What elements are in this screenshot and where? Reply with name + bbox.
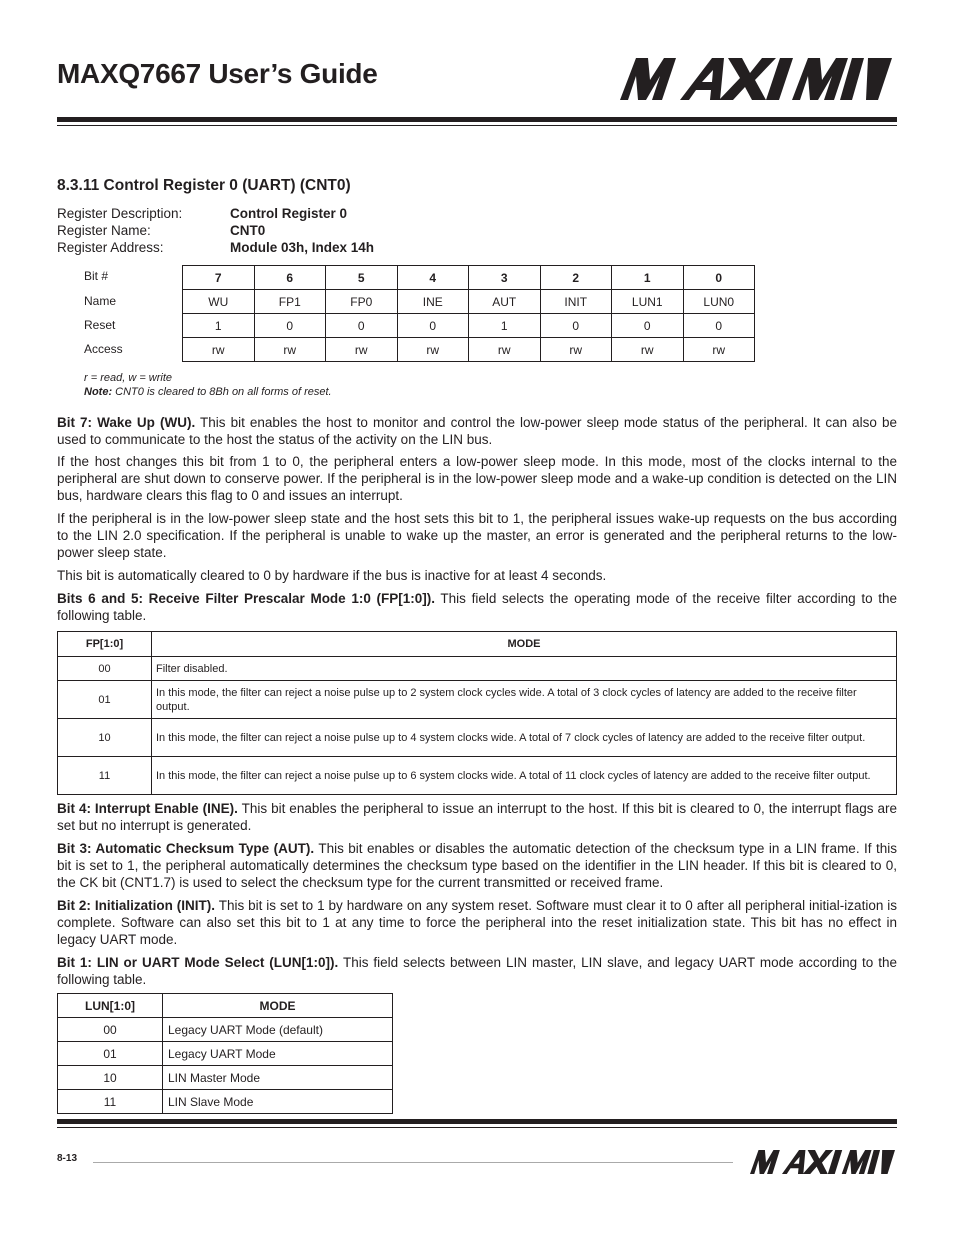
- table-header-row: [58, 994, 393, 1018]
- note-label: Note:: [84, 386, 113, 398]
- paragraph-text: This field selects between LIN master, LIN slave, and legacy UART mode according to the following table.: [57, 955, 897, 987]
- name-cell: FP1: [254, 290, 326, 314]
- register-info: [57, 205, 374, 256]
- bit-reset-row: [183, 314, 755, 338]
- access-cell: rw: [540, 338, 612, 362]
- mode-code: 11: [58, 1090, 163, 1114]
- table-row: [58, 1018, 393, 1042]
- mode-description: Legacy UART Mode: [163, 1042, 393, 1066]
- reset-cell: 0: [397, 314, 469, 338]
- bit-cell: 5: [326, 266, 398, 290]
- access-cell: rw: [254, 338, 326, 362]
- paragraph-title: Bit 4: Interrupt Enable (INE).: [57, 801, 238, 816]
- bit-cell: 3: [469, 266, 541, 290]
- table-row: [58, 757, 897, 795]
- paragraph-init: [57, 897, 897, 948]
- fp-mode-table: [57, 631, 897, 795]
- column-header: MODE: [163, 994, 393, 1018]
- mode-code: 00: [58, 1018, 163, 1042]
- access-cell: rw: [612, 338, 684, 362]
- access-cell: rw: [183, 338, 255, 362]
- maxim-logo: [620, 58, 892, 100]
- table-row: [58, 1090, 393, 1114]
- name-cell: INIT: [540, 290, 612, 314]
- bit-cell: 7: [183, 266, 255, 290]
- register-value: Control Register 0: [230, 206, 348, 221]
- table-row: [58, 1042, 393, 1066]
- register-label: Register Address:: [57, 240, 164, 255]
- mode-description: Filter disabled.: [152, 657, 897, 681]
- paragraph-title: Bit 7: Wake Up (WU).: [57, 415, 196, 430]
- reset-cell: 0: [254, 314, 326, 338]
- paragraph-fp: [57, 590, 897, 624]
- bit-cell: 6: [254, 266, 326, 290]
- mode-description: In this mode, the filter can reject a noise pulse up to 2 system clock cycles wide. A total of 3 clock cycles of latency are added to the receive filter output.: [152, 681, 897, 719]
- paragraph-title: Bit 2: Initialization (INIT).: [57, 898, 216, 913]
- bit-cell: 1: [612, 266, 684, 290]
- bit-access-row: [183, 338, 755, 362]
- bit-table-row-labels: [84, 265, 182, 361]
- register-name-row: [57, 222, 374, 239]
- paragraph-wu-4: This bit is automatically cleared to 0 by hardware if the bus is inactive for at least 4 seconds.: [57, 568, 607, 583]
- bit-cell: 4: [397, 266, 469, 290]
- table-row: [58, 719, 897, 757]
- mode-description: In this mode, the filter can reject a noise pulse up to 6 system clocks wide. A total of 11 clock cycles of latency are added to the receive filter output.: [152, 757, 897, 795]
- document-title: MAXQ7667 User’s Guide: [57, 58, 378, 89]
- table-row: [58, 681, 897, 719]
- paragraph-title: Bits 6 and 5: Receive Filter Prescalar Mode 1:0 (FP[1:0]).: [57, 591, 436, 606]
- column-header: MODE: [152, 632, 897, 657]
- row-label-access: Access: [84, 342, 123, 356]
- access-legend-note: r = read, w = write: [84, 372, 173, 384]
- note-text: CNT0 is cleared to 8Bh on all forms of reset.: [112, 386, 332, 398]
- paragraph-ine: [57, 800, 897, 834]
- reset-cell: 0: [326, 314, 398, 338]
- bit-cell: 2: [540, 266, 612, 290]
- page-number: 8-13: [57, 1153, 78, 1164]
- mode-description: Legacy UART Mode (default): [163, 1018, 393, 1042]
- access-cell: rw: [397, 338, 469, 362]
- paragraph-title: Bit 3: Automatic Checksum Type (AUT).: [57, 841, 315, 856]
- register-value: CNT0: [230, 223, 266, 238]
- register-label: Register Description:: [57, 206, 183, 221]
- register-value: Module 03h, Index 14h: [230, 240, 375, 255]
- name-cell: LUN1: [612, 290, 684, 314]
- mode-code: 10: [58, 719, 152, 757]
- bit-cell: 0: [683, 266, 755, 290]
- lun-mode-table: [57, 993, 393, 1114]
- reset-cell: 1: [469, 314, 541, 338]
- reset-cell: 0: [540, 314, 612, 338]
- register-address-row: [57, 239, 374, 256]
- name-cell: LUN0: [683, 290, 755, 314]
- footer-rule-thin: [57, 1127, 897, 1128]
- reset-note: [84, 386, 332, 398]
- name-cell: AUT: [469, 290, 541, 314]
- paragraph-wu-3: If the peripheral is in the low-power sleep state and the host sets this bit to 1, the peripheral issues wake-up requests on the bus according to the LIN 2.0 specification. If the peripheral is unable to wake up the master, an error is generated and the peripheral returns to the low-power sleep state.: [57, 511, 897, 560]
- paragraph-wu: [57, 414, 897, 448]
- paragraph-text: This bit enables or disables the automatic detection of the checksum type in a LIN frame. If this bit is set to 1, the peripheral automatically determines the checksum type based on the identifier in the LIN header. If this bit is cleared to 0, the CK bit (CNT1.7) is used to select the checksum type for the current transmitted or received frame.: [57, 841, 898, 890]
- name-cell: FP0: [326, 290, 398, 314]
- access-cell: rw: [683, 338, 755, 362]
- mode-description: LIN Slave Mode: [163, 1090, 393, 1114]
- mode-description: LIN Master Mode: [163, 1066, 393, 1090]
- paragraph-text: This bit enables the host to monitor and control the low-power sleep mode status of the peripheral. It can also be used to communicate to the host the status of the activity on the LIN bus.: [57, 415, 897, 447]
- footer-divider: [93, 1162, 733, 1163]
- header-rule-thick: [57, 117, 897, 122]
- mode-code: 11: [58, 757, 152, 795]
- column-header: FP[1:0]: [58, 632, 152, 657]
- access-cell: rw: [326, 338, 398, 362]
- bit-table: [182, 265, 755, 362]
- name-cell: WU: [183, 290, 255, 314]
- mode-code: 01: [58, 1042, 163, 1066]
- table-row: [58, 657, 897, 681]
- reset-cell: 1: [183, 314, 255, 338]
- row-label-bit: Bit #: [84, 269, 109, 283]
- register-label: Register Name:: [57, 223, 151, 238]
- column-header: LUN[1:0]: [58, 994, 163, 1018]
- paragraph-wu-2: If the host changes this bit from 1 to 0, the peripheral enters a low-power sleep mode. In this mode, most of the clocks internal to the peripheral are shut down to conserve power. If the peripheral is in the low-power sleep mode and a wake-up condition is detected on the LIN bus, hardware clears this flag to 0 and issues an interrupt.: [57, 454, 897, 503]
- reset-cell: 0: [612, 314, 684, 338]
- register-description-row: [57, 205, 374, 222]
- header-rule-thin: [57, 125, 897, 126]
- row-label-name: Name: [84, 294, 117, 308]
- bit-name-row: [183, 290, 755, 314]
- name-cell: INE: [397, 290, 469, 314]
- bit-number-row: [183, 266, 755, 290]
- reset-cell: 0: [683, 314, 755, 338]
- row-label-reset: Reset: [84, 318, 116, 332]
- table-header-row: [58, 632, 897, 657]
- paragraph-lun: [57, 954, 897, 988]
- paragraph-text: This bit is set to 1 by hardware on any system reset. Software must clear it to 0 after all peripheral initial-ization is complete. Software can also set this bit to 1 at any time to force the peripheral into the reset initialization state. This bit has no effect in legacy UART mode.: [57, 898, 898, 947]
- paragraph-aut: [57, 840, 897, 891]
- paragraph-text: This field selects the operating mode of the receive filter according to the following table.: [57, 591, 898, 623]
- mode-code: 10: [58, 1066, 163, 1090]
- table-row: [58, 1066, 393, 1090]
- footer-rule-thick: [57, 1119, 897, 1124]
- maxim-logo-footer: [750, 1150, 895, 1174]
- mode-description: In this mode, the filter can reject a noise pulse up to 4 system clocks wide. A total of 7 clock cycles of latency are added to the receive filter output.: [152, 719, 897, 757]
- paragraph-title: Bit 1: LIN or UART Mode Select (LUN[1:0]).: [57, 955, 339, 970]
- section-heading: 8.3.11 Control Register 0 (UART) (CNT0): [57, 177, 351, 194]
- access-cell: rw: [469, 338, 541, 362]
- mode-code: 01: [58, 681, 152, 719]
- mode-code: 00: [58, 657, 152, 681]
- paragraph-text: This bit enables the peripheral to issue an interrupt to the host. If this bit is cleared to 0, the interrupt flags are set but no interrupt is generated.: [57, 801, 897, 833]
